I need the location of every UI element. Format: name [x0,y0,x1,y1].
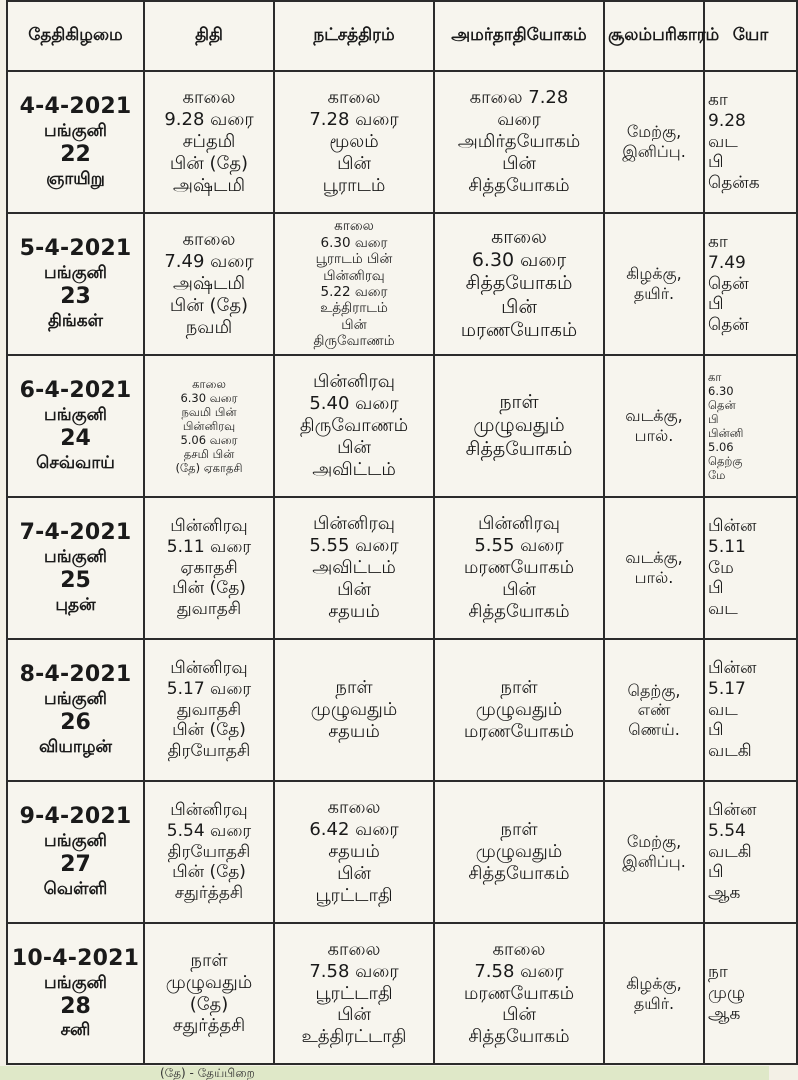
yoga-line: பி [708,862,724,883]
nakshatra-line: திருவோணம் [299,415,409,437]
header-thithi-line: திதி [195,25,223,46]
thithi-cell [144,213,274,355]
amirthathi-line: பின் [502,578,536,600]
yoga-line: 5.17 [708,678,746,699]
nakshatra-line: 5.55 வரை [309,535,399,557]
thithi-line: அஷ்டமி [172,273,246,295]
nakshatra-line: உத்திராடம் [320,300,388,317]
date-month: பங்குனி [44,831,107,852]
amirthathi-line: சித்தயோகம் [468,1026,570,1048]
amirthathi-line: முழுவதும் [475,841,563,863]
thithi-line: 9.28 வரை [164,109,254,131]
amirthathi-line: முழுவதும் [475,699,563,721]
header-date-line: தேதி [28,25,66,46]
thithi-line: காலை [192,376,226,391]
amirthathi-line: பின் [501,295,537,318]
sulam-cell [604,923,704,1064]
date-date: 6-4-2021 [19,378,132,404]
thithi-line: 5.54 வரை [166,820,252,841]
sulam-cell [604,355,704,497]
date-date: 8-4-2021 [19,662,132,688]
thithi-cell [144,497,274,639]
nakshatra-line: காலை [327,938,381,960]
nakshatra-line: 5.40 வரை [309,393,399,415]
yoga-line: பின்னி [708,426,744,440]
thithi-cell [144,71,274,213]
amirthathi-cell [434,781,604,923]
yoga-cell [704,923,797,1064]
date-day-num: 22 [60,142,91,167]
thithi-line: சதுர்த்தசி [174,883,244,904]
yoga-line: தென் [708,397,736,412]
date-day-num: 23 [60,284,91,309]
nakshatra-line: 7.58 வரை [309,960,399,982]
amirthathi-cell [434,639,604,781]
date-day-num: 24 [60,426,91,451]
yoga-cell [704,213,797,355]
nakshatra-line: மூலம் [329,131,379,153]
thithi-line: பின்னிரவு [170,658,248,679]
date-weekday: வெள்ளி [43,878,108,899]
nakshatra-cell [274,71,434,213]
thithi-line: காலை [182,87,236,109]
yoga-line: மே [708,557,734,578]
thithi-line: திரயோதசி [167,741,251,762]
nakshatra-line: அவிட்டம் [312,557,396,579]
sulam-line: பால். [634,426,674,445]
thithi-line: சதுர்த்தசி [172,1015,246,1037]
amirthathi-line: சித்தயோகம் [468,600,570,622]
yoga-line: வடகி [708,841,752,862]
yoga-line: கா [708,90,728,111]
date-weekday: செவ்வாய் [36,452,115,473]
sulam-line: வடக்கு, [625,548,683,568]
yoga-line: மே [708,468,726,483]
thithi-line: 7.49 வரை [164,251,254,273]
date-cell [7,639,144,781]
panchangam-table [6,0,798,1065]
amirthathi-line: பின் [502,152,536,174]
yoga-cell [704,71,797,213]
nakshatra-line: 6.42 வரை [309,819,399,841]
nakshatra-line: பூராடம் பின் [315,251,393,268]
table-row [7,355,797,497]
sulam-line: பால். [634,568,674,587]
date-month: பங்குனி [44,689,107,710]
yoga-line: பி [708,411,719,426]
nakshatra-line: பின் [337,862,371,884]
sulam-line: கிழக்கு, [626,264,682,284]
yoga-line: நா [708,962,728,983]
amirthathi-cell [434,355,604,497]
sulam-cell [604,71,704,213]
amirthathi-cell [434,71,604,213]
sulam-cell [604,781,704,923]
date-date: 10-4-2021 [11,945,140,971]
amirthathi-cell [434,213,604,355]
date-cell [7,781,144,923]
thithi-line: சப்தமி [182,131,236,153]
nakshatra-line: பூராடம் [322,174,386,196]
date-day-num: 25 [60,568,91,593]
nakshatra-cell [274,213,434,355]
thithi-cell [144,639,274,781]
date-month: பங்குனி [44,972,107,993]
thithi-line: பின்னிரவு [170,800,248,821]
header-date-line: கிழமை [65,25,123,46]
amirthathi-line: பின்னிரவு [478,513,560,535]
sulam-cell [604,639,704,781]
amirthathi-line: சித்தயோகம் [468,174,570,196]
thithi-line: பின்னிரவு [170,516,248,537]
table-row [7,213,797,355]
nakshatra-line: திருவோணம் [313,333,395,350]
yoga-line: 6.30 [708,383,734,398]
nakshatra-line: சதயம் [328,841,380,863]
yoga-line: பின்ன [708,800,757,821]
thithi-line: 6.30 வரை [180,390,238,405]
nakshatra-line: சதயம் [328,600,380,622]
thithi-cell [144,355,274,497]
sulam-cell [604,213,704,355]
yoga-line: 7.49 [708,252,746,273]
nakshatra-line: பின் [337,152,371,174]
yoga-cell [704,781,797,923]
amirthathi-line: சித்தயோகம் [465,272,573,295]
yoga-cell [704,355,797,497]
header-nakshatra-line: நட்சத்திரம் [313,25,395,46]
amirthathi-line: மரணயோகம் [460,318,578,341]
date-weekday: புதன் [55,594,96,615]
header-date [7,1,144,71]
thithi-line: ஏகாதசி [180,557,238,578]
nakshatra-cell [274,639,434,781]
date-month: பங்குனி [44,547,107,568]
date-weekday: ஞாயிறு [46,168,105,189]
thithi-line: துவாதசி [176,699,242,720]
yoga-line: பி [708,720,724,741]
thithi-line: முழுவதும் [165,971,253,993]
yoga-line: ஆக [708,883,741,904]
yoga-line: வட [708,131,738,152]
nakshatra-line: பின் [337,1004,371,1026]
date-day-num: 26 [60,710,91,735]
yoga-line: வட [708,699,738,720]
date-weekday: திங்கள் [47,310,104,331]
nakshatra-line: உத்திரட்டாதி [301,1026,407,1048]
date-weekday: வியாழன் [39,736,112,757]
yoga-line: முழு [708,983,746,1004]
date-date: 9-4-2021 [19,804,132,830]
date-day-num: 27 [60,852,91,877]
yoga-line: ஆக [708,1003,741,1024]
yoga-line: வட [708,599,738,620]
yoga-line: தென் [708,273,749,294]
sulam-line: மேற்கு, [626,832,682,852]
thithi-line: பின் (தே) [172,862,246,883]
thithi-cell [144,923,274,1064]
date-day-num: 28 [60,993,91,1019]
footer-band [0,1066,769,1080]
thithi-line: பின் (தே) [169,294,249,316]
thithi-line: 5.11 வரை [166,536,252,557]
table-row [7,923,797,1064]
amirthathi-line: பின் [502,1004,536,1026]
yoga-line: தென்க [708,173,760,194]
amirthathi-line: 5.55 வரை [474,535,564,557]
thithi-cell [144,781,274,923]
amirthathi-line: முழுவதும் [473,414,565,437]
amirthathi-line: நாள் [499,391,539,414]
yoga-line: 5.06 [708,440,734,455]
sulam-line: தெற்கு, [627,680,681,700]
amirthathi-line: அமிர்தயோகம் [457,131,581,153]
thithi-line: நவமி [185,316,233,338]
nakshatra-line: காலை [334,218,374,235]
sulam-line: கிழக்கு, [626,973,682,993]
thithi-line: நாள் [190,949,228,971]
thithi-line: தசமி பின் [183,447,235,462]
yoga-line: பி [708,152,724,173]
date-cell [7,213,144,355]
yoga-line: பி [708,578,724,599]
header-row [7,1,797,71]
date-month: பங்குனி [44,121,107,142]
yoga-line: பின்ன [708,516,757,537]
thithi-line: (தே) ஏகாதசி [175,461,243,476]
header-sulam-parikaram [604,1,720,71]
nakshatra-line: பூரட்டாதி [315,884,393,906]
amirthathi-line: காலை [491,226,547,249]
nakshatra-line: காலை [327,87,381,109]
sulam-line: இனிப்பு. [622,852,686,871]
date-weekday: சனி [60,1020,91,1041]
nakshatra-cell [274,497,434,639]
date-cell [7,355,144,497]
thithi-line: துவாதசி [176,599,242,620]
sulam-line: ணெய். [628,719,680,739]
thithi-line: (தே) [189,993,229,1015]
amirthathi-line: நாள் [500,677,538,699]
yoga-line: பின்ன [708,658,757,679]
nakshatra-line: பின்னிரவு [313,371,395,393]
nakshatra-line: 6.30 வரை [320,234,388,251]
nakshatra-line: சதயம் [328,720,380,742]
header-sulam-line: சூலம் [608,25,653,46]
table-row [7,71,797,213]
date-cell [7,497,144,639]
thithi-line: காலை [182,229,236,251]
thithi-line: நவமி பின் [181,404,237,419]
sulam-line: தயிர். [633,284,675,303]
yoga-line: தெற்கு [708,454,743,469]
date-date: 4-4-2021 [19,94,132,120]
amirthathi-line: 7.58 வரை [474,960,564,982]
amirthathi-line: மரணயோகம் [463,557,575,579]
thithi-line: பின்னிரவு [182,418,236,433]
amirthathi-line: நாள் [500,819,538,841]
yoga-line: தென் [708,315,749,336]
amirthathi-line: மரணயோகம் [463,982,575,1004]
amirthathi-line: மரணயோகம் [463,720,575,742]
thithi-line: 5.06 வரை [180,433,238,447]
nakshatra-line: 5.22 வரை [320,284,388,300]
table-row [7,781,797,923]
amirthathi-line: வரை [497,109,541,131]
sulam-cell [604,497,704,639]
nakshatra-line: பின் [337,436,371,458]
nakshatra-line: பின் [337,578,371,600]
nakshatra-line: அவிட்டம் [312,458,396,480]
yoga-line: கா [708,369,722,384]
yoga-line: பி [708,294,724,315]
nakshatra-cell [274,781,434,923]
amirthathi-cell [434,497,604,639]
header-nakshatra [274,1,434,71]
yoga-line: 9.28 [708,110,746,131]
header-amirthathi-yogam [434,1,604,71]
yoga-line: கா [708,232,728,253]
yoga-line: 5.54 [708,820,746,841]
header-sulam-line: பரிகாரம் [652,25,720,46]
date-month: பங்குனி [44,263,107,284]
thithi-line: பின் (தே) [172,578,246,599]
amirthathi-line: சித்தயோகம் [468,862,570,884]
thithi-line: 5.17 வரை [166,678,252,699]
thithi-line: அஷ்டமி [172,174,246,196]
table-row [7,639,797,781]
amirthathi-line: காலை [492,938,546,960]
amirthathi-line: காலை 7.28 [469,87,569,109]
thithi-line: பின் (தே) [169,152,249,174]
sulam-line: மேற்கு, [626,122,682,142]
nakshatra-cell [274,355,434,497]
nakshatra-line: முழுவதும் [310,699,398,721]
table-body [7,71,797,1064]
amirthathi-line: 6.30 வரை [471,249,567,272]
nakshatra-cell [274,923,434,1064]
header-amirthathi-line: யோகம் [526,25,587,46]
sulam-line: தயிர். [633,993,675,1013]
date-cell [7,923,144,1064]
header-amirthathi-line: அமர்தாதி [451,25,527,46]
yoga-line: வடகி [708,741,752,762]
header-yoga-line: யோ [732,25,769,46]
amirthathi-cell [434,923,604,1064]
nakshatra-line: பூரட்டாதி [315,982,393,1004]
yoga-line: 5.11 [708,536,746,557]
nakshatra-line: பின்னிரவு [313,513,395,535]
yoga-cell [704,639,797,781]
header-thithi [144,1,274,71]
amirthathi-line: சித்தயோகம் [465,437,573,460]
nakshatra-line: நாள் [335,677,373,699]
sulam-line: இனிப்பு. [622,142,686,161]
date-cell [7,71,144,213]
nakshatra-line: பின் [341,316,367,333]
nakshatra-line: 7.28 வரை [309,109,399,131]
yoga-cell [704,497,797,639]
sulam-line: வடக்கு, [625,406,683,426]
date-date: 5-4-2021 [19,236,132,262]
sulam-line: எண் [637,700,671,720]
date-date: 7-4-2021 [19,520,132,546]
thithi-line: பின் (தே) [172,720,246,741]
nakshatra-line: காலை [327,797,381,819]
thithi-line: திரயோதசி [167,841,251,862]
date-month: பங்குனி [44,405,107,426]
table-row [7,497,797,639]
nakshatra-line: பின்னிரவு [323,267,385,284]
footer-note: (தே) - தேய்பிறை [160,1066,255,1080]
